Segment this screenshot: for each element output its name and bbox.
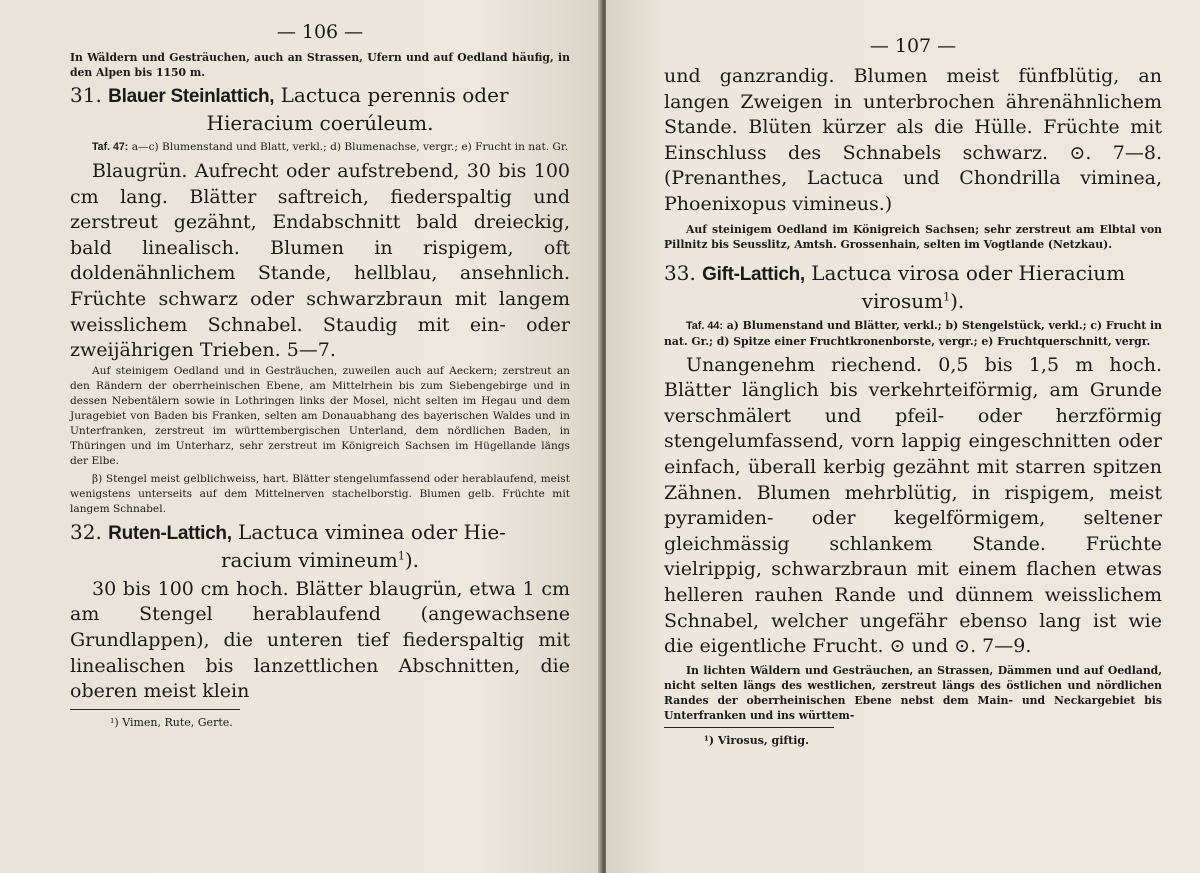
footnote-left: ¹) Vimen, Rute, Gerte. [110,715,233,729]
footnote-right: ¹) Virosus, giftig. [704,733,809,747]
species-habitat-31: Auf steinigem Oedland und in Gesträuchen, zuweilen auch auf Aeckern; zerstreut an den Rändern der oberrheinischen Ebene, am Mittelrhein bis zum Siebengebirge und in dessen Nebentälern sowie in Lothringen links der Mosel, nicht selten im Hegau und dem Juragebiet von Baden bis Franken, selten am Donauabhang des bayerischen Waldes und in Unterfranken, zerstreut im württembergischen Unterland, dem nördlichen Baden, in Thüringen und im Unterharz, sehr zerstreut im Königreich Sachsen im Hügellande längs der Elbe. [70,364,570,467]
latin-name-part: racium vimineum [220,547,398,572]
species-latin-cont: Hieracium coerúleum. [206,111,434,135]
plate-reference-31 [70,140,570,155]
footnote-divider [70,709,240,710]
plate-text: a) Blumenstand und Blätter, verkl.; b) Stengelstück, verkl.; c) Frucht in nat. Gr.; d) Spitze einer Fruchtkronenborste, vergr.; e) Fruchtquerschnitt, vergr. [664,318,1163,348]
species-number: 31. [70,83,102,107]
species-number: 33. [664,260,696,285]
page-number-right: — 107 — [869,35,957,57]
species-habitat-33: In lichten Wäldern und Gesträuchen, an Strassen, Dämmen und auf Oedland, nicht selten längs des westlichen, zerstreut längs des östlichen und nördlichen Randes der oberrheinischen Ebene nebst dem Main- und Neckargebiet bis Unterfranken und ins württem- [664,663,1162,722]
footnote-marker: 1 [397,549,405,563]
species-habitat-32: Auf steinigem Oedland im Königreich Sachsen; sehr zerstreut am Elbtal von Pillnitz bis Seusslitz, Amtsh. Grossenhain, selten im Vogtlande (Netzkau). [664,222,1162,251]
page-number-left: — 106 — [276,21,364,43]
plate-text: a—c) Blumenstand und Blatt, verkl.; d) Blumenachse, vergr.; e) Frucht in nat. Gr. [131,141,569,153]
species-latin: Lactuca perennis oder [280,83,509,107]
species-heading-33 [664,260,1162,314]
footnote-marker: 1 [943,289,951,303]
species-description-32-cont: und ganzrandig. Blumen meist fünfblütig, an langen Zweigen in unterbrochen ährenähnlichem Stande. Blüten kürzer als die Hülle. Früchte mit Einschluss des Schnabels schwarz. ⊙. 7—8. (Prenanthes, Lactuca und Chondrilla viminea, Phoenixopus vimineus.) [664,65,1162,215]
footnote-divider [664,727,834,728]
species-name: Gift-Lattich, [702,263,805,285]
species-number: 32. [70,519,102,544]
plate-reference-33 [664,318,1162,349]
latin-name-end: ). [950,288,965,313]
latin-name-end: ). [404,547,420,572]
species-latin-cont [664,288,1162,314]
species-heading-32 [70,519,570,573]
latin-name-part: virosum [861,288,944,313]
right-page [606,0,1200,873]
species-name: Ruten-Lattich, [108,522,232,544]
species-latin: Lactuca viminea oder Hie- [238,519,506,544]
habitat-intro: In Wäldern und Gesträuchen, auch an Strassen, Ufern und auf Oedland häufig, in den Alpen bis 1150 m. [70,51,570,79]
species-description-32: 30 bis 100 cm hoch. Blätter blaugrün, etwa 1 cm am Stengel herablaufend (angewachsene Grundlappen), die unteren tief fiederspaltig mit linealischen bis lanzettlichen Abschnitten, die oberen meist klein [70,577,570,703]
plate-label: Taf. 44: [686,319,724,332]
species-latin-cont [70,547,570,573]
species-description-31: Blaugrün. Aufrecht oder aufstrebend, 30 bis 100 cm lang. Blätter saftreich, fiederspaltig und zerstreut gezähnt, Endabschnitt bald dreieckig, bald linealisch. Blumen in rispigem, oft doldenähnlichem Stande, hellblau, ansehnlich. Früchte schwarz oder schwarzbraun mit langem weisslichem Schnabel. Staudig mit ein- oder zweijährigen Trieben. 5—7. [70,160,570,362]
species-name: Blauer Steinlattich, [108,86,275,107]
plate-label: Taf. 47: [92,141,129,153]
species-heading-31 [70,82,570,136]
species-description-33: Unangenehm riechend. 0,5 bis 1,5 m hoch. Blätter länglich bis verkehrteiförmig, am Grunde verschmälert und pfeil- oder herzförmig stengelumfassend, vorn lappig eingeschnitten oder einfach, überall kerbig gezähnt mit starren spitzen Zähnen. Blumen mehrblütig, in rispigem, meist pyramiden- oder kegelförmigem, seltener gleichmässig schlankem Stande. Früchte vielrippig, schwarzbraun mit einem flachen etwas helleren rauhen Rande und dünnem weisslichem Schnabel, welcher ungefähr ebenso lang ist wie die eigentliche Frucht. ⊙ und ⊙. 7—9. [664,353,1162,658]
species-variety-31: β) Stengel meist gelblichweiss, hart. Blätter stengelumfassend oder herablaufend, meist wenigstens unterseits auf dem Mittelnerven stachelborstig. Blumen gelb. Früchte mit langem Schnabel. [70,472,570,515]
species-latin: Lactuca virosa oder Hieracium [811,260,1126,285]
